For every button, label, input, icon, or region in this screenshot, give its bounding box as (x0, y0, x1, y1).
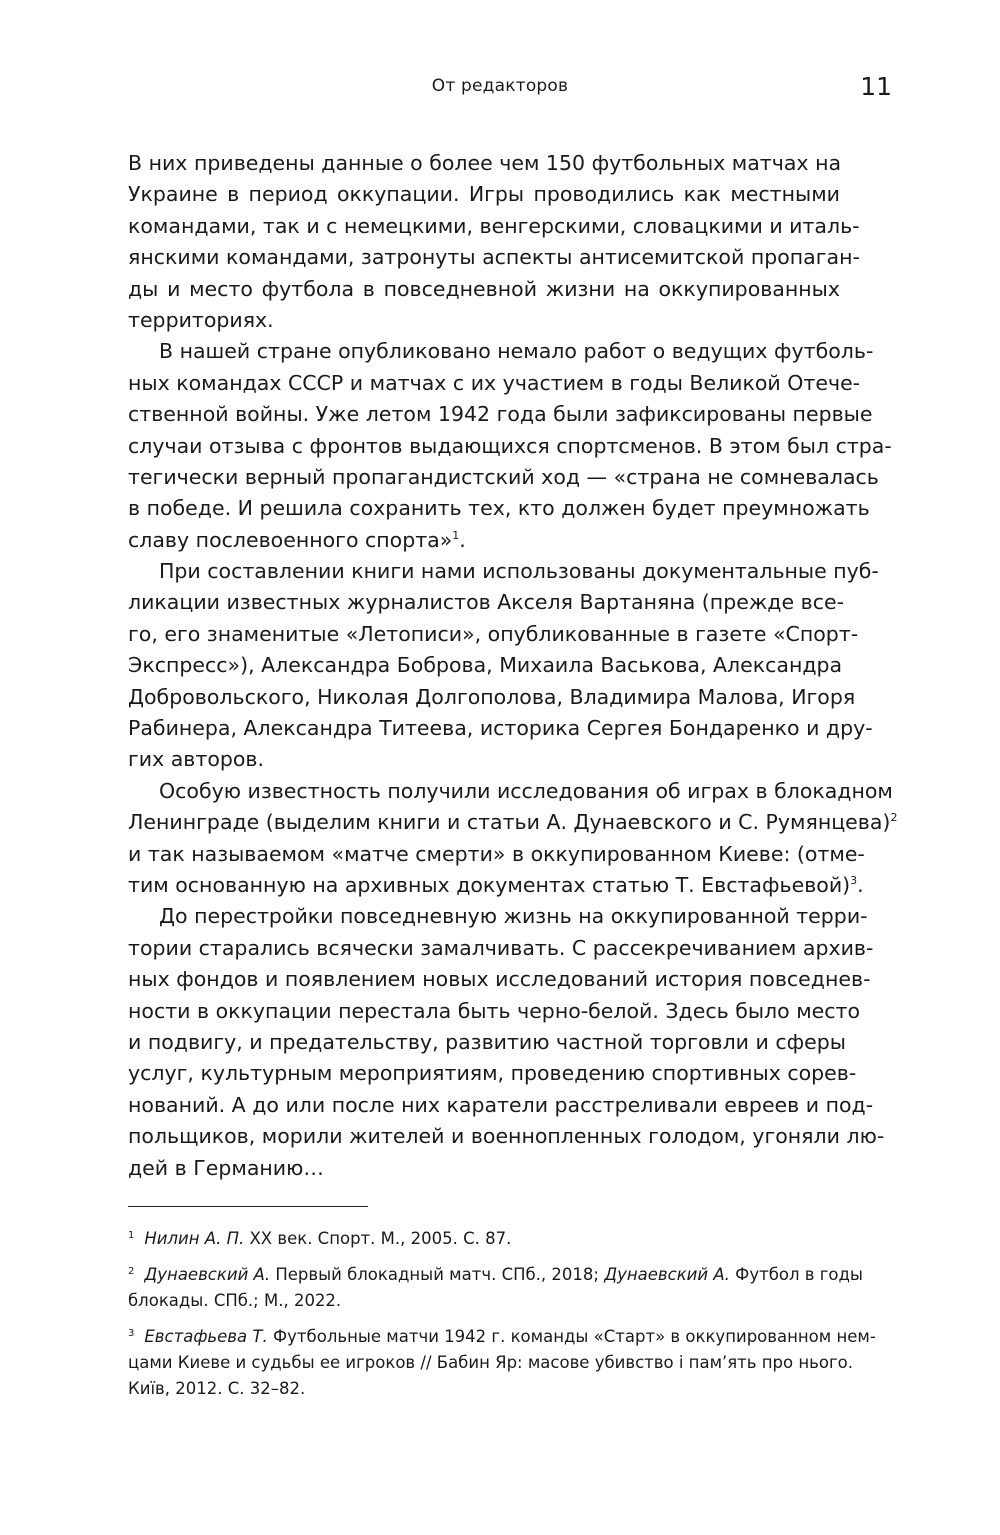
text-line: и так называемом «матче смерти» в оккупированном Киеве: (отме- (128, 841, 865, 866)
footnote-author: Нилин А. П. (144, 1229, 245, 1248)
footnote-line: Київ, 2012. С. 32–82. (128, 1379, 306, 1398)
footnote-line: цами Киеве и судьбы ее игроков // Бабин Яр: масове убивство і пам’ять про нього. (128, 1353, 853, 1372)
text-line: В них приведены данные о более чем 150 футбольных матчах на (128, 151, 842, 175)
text-line (128, 525, 840, 556)
paragraph (128, 336, 892, 556)
footnote-text: XX век. Спорт. М., 2005. С. 87. (244, 1229, 512, 1248)
text-line: тегически верный пропагандистский ход — «страна не сомневалась (128, 464, 879, 489)
text-line: До перестройки повседневную жизнь на оккупированной терри- (159, 904, 868, 929)
footnote-ref[interactable]: 3 (850, 874, 858, 888)
text-fragment: славу послевоенного спорта» (128, 527, 453, 552)
footnote-text: Футбольные матчи 1942 г. команды «Старт» в оккупированном нем- (267, 1327, 876, 1346)
text-line: Рабинера, Александра Титеева, историка Сергея Бондаренко и дру- (128, 716, 873, 741)
text-line: гих авторов. (128, 747, 265, 772)
footnote-author: Дунаевский А. (604, 1265, 730, 1284)
paragraph (128, 776, 898, 902)
text-line: ности в оккупации перестала быть черно-белой. Здесь было место (128, 998, 861, 1023)
main-text (128, 148, 898, 1184)
footnotes (128, 1226, 876, 1412)
text-line: ды и место футбола в повседневной жизни на оккупированных (128, 276, 840, 301)
footnote-author: Евстафьева Т. (144, 1327, 268, 1346)
text-line: командами, так и с немецкими, венгерскими, словацкими и италь- (128, 213, 860, 238)
text-line (128, 807, 898, 838)
footnote-divider (128, 1206, 368, 1207)
text-line (128, 870, 864, 901)
footnote-line (128, 1324, 876, 1350)
footnote-text: Футбол в годы (729, 1265, 863, 1284)
footnote-mark: 2 (128, 1265, 135, 1277)
footnote-mark: 1 (128, 1229, 135, 1241)
text-fragment: . (459, 527, 466, 552)
text-line: и подвигу, и предательству, развитию частной торговли и сферы (128, 1029, 846, 1054)
footnote-line (128, 1226, 840, 1252)
footnote-2 (128, 1262, 863, 1314)
footnote-text: Первый блокадный матч. СПб., 2018; (270, 1265, 605, 1284)
footnote-3 (128, 1324, 876, 1402)
footnote-1 (128, 1226, 840, 1252)
text-line: ликации известных журналистов Акселя Вартаняна (прежде все- (128, 590, 844, 615)
text-line: го, его знаменитые «Летописи», опубликованные в газете «Спорт- (128, 621, 859, 646)
text-line: Украине в период оккупации. Игры проводились как местными (128, 182, 840, 207)
text-line: ных фондов и появлением новых исследований история повседнев- (128, 967, 871, 992)
text-line: польщиков, морили жителей и военнопленных голодом, угоняли лю- (128, 1124, 885, 1149)
footnote-line: блокады. СПб.; М., 2022. (128, 1291, 342, 1310)
text-line: Особую известность получили исследования об играх в блокадном (159, 778, 893, 803)
text-line: в победе. И решила сохранить тех, кто должен будет преумножать (128, 496, 870, 521)
text-line: территориях. (128, 307, 274, 332)
paragraph (128, 556, 879, 776)
text-line: Добровольского, Николая Долгополова, Владимира Малова, Игоря (128, 684, 856, 709)
text-line: В нашей стране опубликовано немало работ о ведущих футболь- (159, 339, 874, 364)
footnote-author: Дунаевский А. (144, 1265, 271, 1284)
text-line: нований. А до или после них каратели расстреливали евреев и под- (128, 1092, 874, 1117)
text-line: случаи отзыва с фронтов выдающихся спортсменов. В этом был стра- (128, 433, 892, 458)
paragraph (128, 148, 860, 336)
text-line: При составлении книги нами использованы документальные пуб- (159, 559, 879, 584)
footnote-line (128, 1262, 863, 1288)
text-line: ных командах СССР и матчах с их участием в годы Великой Отече- (128, 370, 861, 395)
footnote-mark: 3 (128, 1327, 135, 1339)
text-fragment: . (857, 872, 864, 897)
running-header-title: От редакторов (431, 76, 569, 96)
text-line: янскими командами, затронуты аспекты антисемитской пропаган- (128, 245, 860, 270)
text-line: Экспресс»), Александра Боброва, Михаила Васькова, Александра (128, 653, 843, 678)
text-line: тории старались всячески замалчивать. С рассекречиванием архив- (128, 935, 874, 960)
text-fragment: Ленинграде (выделим книги и статьи А. Дунаевского и С. Румянцева) (128, 810, 891, 835)
footnote-ref[interactable]: 2 (890, 811, 898, 825)
text-line: ственной войны. Уже летом 1942 года были зафиксированы первые (128, 402, 873, 427)
text-line: дей в Германию… (128, 1155, 324, 1180)
page-number: 11 (860, 72, 892, 101)
footnote-ref[interactable]: 1 (452, 528, 460, 542)
text-line: услуг, культурным мероприятиям, проведению спортивных сорев- (128, 1061, 857, 1086)
paragraph (128, 901, 885, 1184)
text-fragment: тим основанную на архивных документах статью Т. Евстафьевой) (128, 872, 851, 897)
